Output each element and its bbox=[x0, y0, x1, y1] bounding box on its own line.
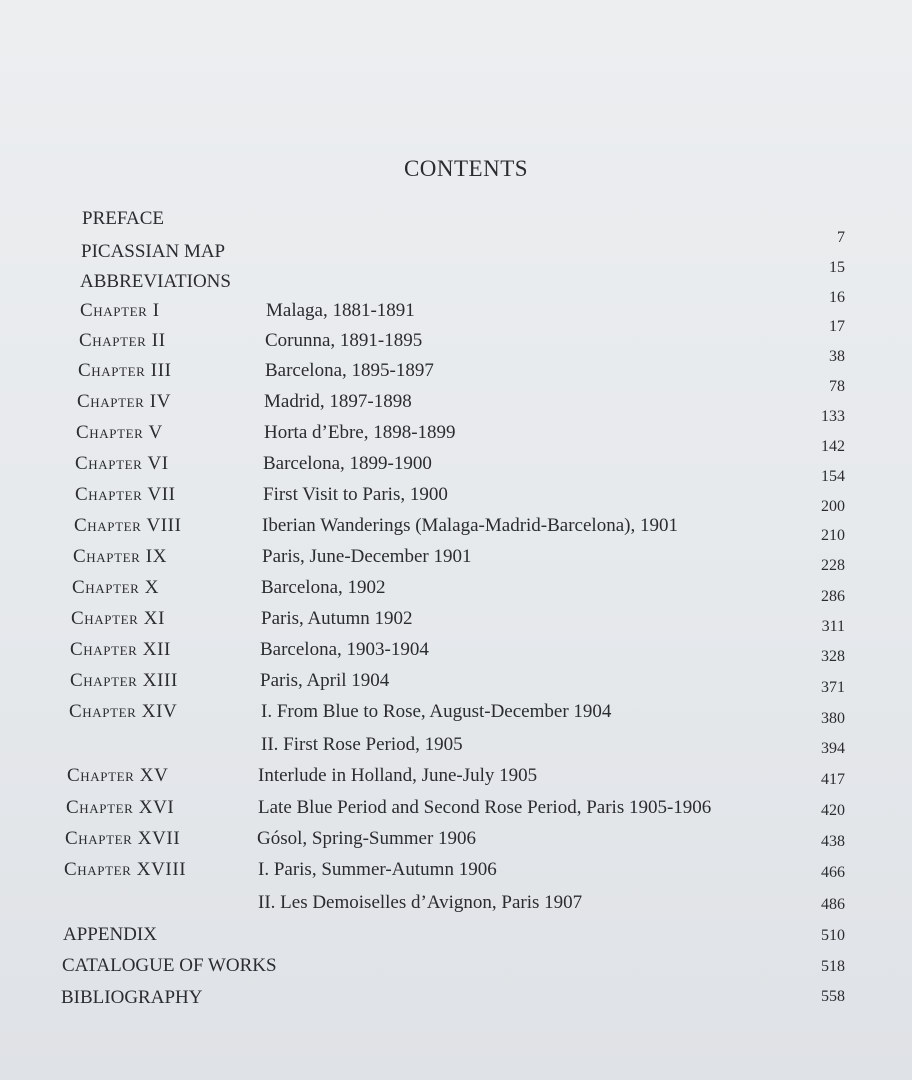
toc-page-number: 133 bbox=[821, 408, 845, 425]
toc-entry-subtitle: Madrid, 1897-1898 bbox=[264, 391, 412, 412]
toc-entry-label: Chapter VII bbox=[75, 484, 176, 505]
toc-entry-subtitle: II. Les Demoiselles d’Avignon, Paris 1907 bbox=[258, 892, 583, 913]
toc-entry-label: Chapter III bbox=[78, 360, 172, 381]
toc-entry-subtitle: Paris, April 1904 bbox=[260, 670, 390, 691]
toc-entry-label: Chapter I bbox=[80, 300, 160, 321]
toc-entry-label: Chapter VIII bbox=[74, 515, 182, 536]
toc-entry-label: APPENDIX bbox=[63, 924, 157, 945]
toc-page-number: 142 bbox=[821, 438, 845, 455]
toc-entry-subtitle: Corunna, 1891-1895 bbox=[265, 330, 423, 351]
toc-page-number: 466 bbox=[821, 864, 845, 881]
toc-entry-label: Chapter XVII bbox=[65, 828, 181, 849]
toc-page-number: 16 bbox=[829, 289, 845, 306]
toc-page-number: 328 bbox=[821, 648, 845, 665]
toc-page-number: 286 bbox=[821, 588, 845, 605]
toc-entry-label: Chapter XIV bbox=[69, 701, 178, 722]
toc-page-number: 17 bbox=[829, 318, 845, 335]
toc-entry-label: Chapter V bbox=[76, 422, 163, 443]
toc-entry-label: Chapter XII bbox=[70, 639, 171, 660]
toc-entry-label: Chapter X bbox=[72, 577, 160, 598]
toc-page-number: 38 bbox=[829, 348, 845, 365]
toc-entry-subtitle: Iberian Wanderings (Malaga-Madrid-Barcelona), 1901 bbox=[262, 515, 678, 536]
toc-entry-subtitle: Barcelona, 1895-1897 bbox=[265, 360, 434, 381]
toc-entry-label: ABBREVIATIONS bbox=[80, 271, 231, 292]
toc-entry-label: Chapter IX bbox=[73, 546, 168, 567]
toc-entry-label: Chapter XVIII bbox=[64, 859, 187, 880]
toc-entry-label: Chapter XIII bbox=[70, 670, 178, 691]
toc-page-number: 371 bbox=[821, 679, 845, 696]
toc-page-number: 15 bbox=[829, 259, 845, 276]
toc-entry-subtitle: Horta d’Ebre, 1898-1899 bbox=[264, 422, 456, 443]
toc-entry-subtitle: I. From Blue to Rose, August-December 1904 bbox=[261, 701, 612, 722]
toc-page-number: 210 bbox=[821, 527, 845, 544]
toc-entry-subtitle: Paris, Autumn 1902 bbox=[261, 608, 413, 629]
toc-entry-subtitle: Interlude in Holland, June-July 1905 bbox=[258, 765, 538, 786]
toc-page-number: 200 bbox=[821, 498, 845, 515]
toc-page-number: 380 bbox=[821, 710, 845, 727]
toc-entry-subtitle: Malaga, 1881-1891 bbox=[266, 300, 415, 321]
toc-page-number: 510 bbox=[821, 927, 845, 944]
toc-page-number: 78 bbox=[829, 378, 845, 395]
toc-entry-label: Chapter XI bbox=[71, 608, 166, 629]
toc-entry-label: Chapter XVI bbox=[66, 797, 175, 818]
toc-entry-label: BIBLIOGRAPHY bbox=[61, 987, 203, 1008]
toc-entry-label: Chapter VI bbox=[75, 453, 169, 474]
toc-page-number: 558 bbox=[821, 988, 845, 1005]
toc-entry-label: Chapter II bbox=[79, 330, 166, 351]
toc-entry-subtitle: Barcelona, 1902 bbox=[261, 577, 386, 598]
toc-page-number: 417 bbox=[821, 771, 845, 788]
toc-page-number: 438 bbox=[821, 833, 845, 850]
toc-entry-label: PREFACE bbox=[82, 208, 165, 229]
toc-page-number: 394 bbox=[821, 740, 845, 757]
toc-page-number: 154 bbox=[821, 468, 845, 485]
toc-page-number: 486 bbox=[821, 896, 845, 913]
toc-entry-subtitle: Barcelona, 1899-1900 bbox=[263, 453, 432, 474]
toc-entry-label: Chapter XV bbox=[67, 765, 169, 786]
toc-entry-subtitle: Late Blue Period and Second Rose Period, Paris 1905-1906 bbox=[258, 797, 712, 818]
toc-page-number: 7 bbox=[837, 229, 845, 246]
toc-page-number: 311 bbox=[821, 618, 845, 635]
toc-entry-subtitle: Paris, June-December 1901 bbox=[262, 546, 472, 567]
toc-page-number: 518 bbox=[821, 958, 845, 975]
toc-entry-label: Chapter IV bbox=[77, 391, 172, 412]
toc-entry-subtitle: Barcelona, 1903-1904 bbox=[260, 639, 429, 660]
toc-page-number: 420 bbox=[821, 802, 845, 819]
page-title: CONTENTS bbox=[403, 156, 529, 181]
toc-entry-label: PICASSIAN MAP bbox=[81, 241, 226, 262]
toc-entry-subtitle: I. Paris, Summer-Autumn 1906 bbox=[258, 859, 497, 880]
toc-entry-subtitle: II. First Rose Period, 1905 bbox=[261, 734, 463, 755]
toc-page-number: 228 bbox=[821, 557, 845, 574]
toc-entry-label: CATALOGUE OF WORKS bbox=[62, 955, 277, 976]
toc-entry-subtitle: First Visit to Paris, 1900 bbox=[263, 484, 448, 505]
toc-entry-subtitle: Gósol, Spring-Summer 1906 bbox=[257, 828, 477, 849]
